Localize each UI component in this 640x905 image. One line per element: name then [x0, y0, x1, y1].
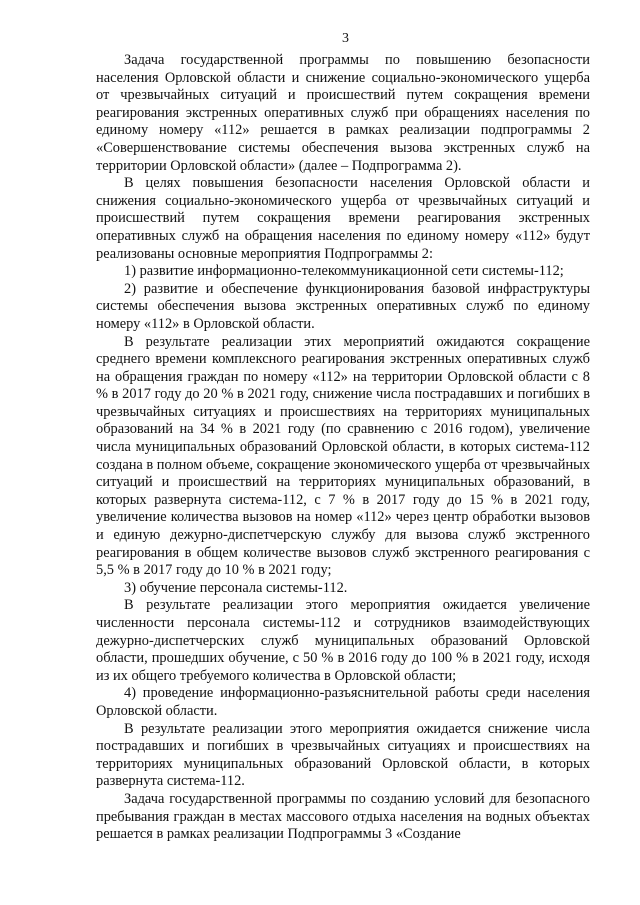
list-item-4: 4) проведение информационно-разъяснительной работы среди населения Орловской области.	[96, 685, 590, 719]
paragraph-measures-intro: В целях повышения безопасности населения Орловской области и снижения социально-экономического ущерба от чрезвычайных ситуаций и происшествий путем сокращения времени реагирования экстренных оперативных служб на обращения населения по единому номеру «112» будут реализованы основные мероприятия Подпрограммы 2:	[96, 175, 590, 262]
list-item-1: 1) развитие информационно-телекоммуникационной сети системы-112;	[124, 263, 564, 280]
paragraph-expected-results: В результате реализации этих мероприятий ожидаются сокращение среднего времени комплексного реагирования экстренных оперативных служб на обращения граждан по номеру «112» на территории Орловской области с 8 % в 2017 году до 20 % в 2021 году, снижение числа пострадавших и погибших в чрезвычайных ситуациях и происшествиях на территориях муниципальных образований на 34 % в 2021 году (по сравнению с 2016 годом), увеличение числа муниципальных образований Орловской области, в которых система-112 создана в полном объеме, сокращение экономического ущерба от чрезвычайных ситуаций и происшествий на территориях муниципальных образований, в которых развернута система-112, с 7 % в 2017 году до 15 % в 2021 году, увеличение количества вызовов на номер «112» через центр обработки вызовов и единую дежурно-диспетчерскую службу для вызова служб экстренного реагирования в общем количестве вызовов служб экстренного реагирования с 5,5 % в 2017 году до 10 % в 2021 году;	[96, 333, 591, 579]
paragraph-outreach-results: В результате реализации этого мероприятия ожидается снижение числа пострадавших и погибших в чрезвычайных ситуациях и происшествиях на территориях муниципальных образований Орловской области, в которых развернута система-112.	[96, 720, 590, 790]
page-number: 3	[342, 31, 349, 46]
paragraph-task-subprogram-2: Задача государственной программы по повышению безопасности населения Орловской области и снижение социально-экономического ущерба от чрезвычайных ситуаций и происшествий путем сокращения времени реагирования экстренных оперативных служб при обращениях населения по единому номеру «112» решается в рамках реализации подпрограммы 2 «Совершенствование системы обеспечения вызова экстренных служб на территории Орловской области» (далее – Подпрограмма 2).	[96, 52, 590, 174]
list-item-3: 3) обучение персонала системы-112.	[124, 579, 348, 596]
list-item-2: 2) развитие и обеспечение функционирования базовой инфраструктуры системы обеспечения вызова экстренных оперативных служб по единому номеру «112» в Орловской области.	[96, 280, 590, 332]
paragraph-training-results: В результате реализации этого мероприятия ожидается увеличение численности персонала системы-112 и сотрудников взаимодействующих дежурно-диспетчерских служб муниципальных образований Орловской области, прошедших обучение, с 50 % в 2016 году до 100 % в 2021 году, исходя из их общего требуемого количества в Орловской области;	[96, 597, 590, 684]
paragraph-task-subprogram-3: Задача государственной программы по созданию условий для безопасного пребывания граждан в местах массового отдыха населения на водных объектах решается в рамках реализации Подпрограммы 3 «Создание	[96, 790, 590, 843]
